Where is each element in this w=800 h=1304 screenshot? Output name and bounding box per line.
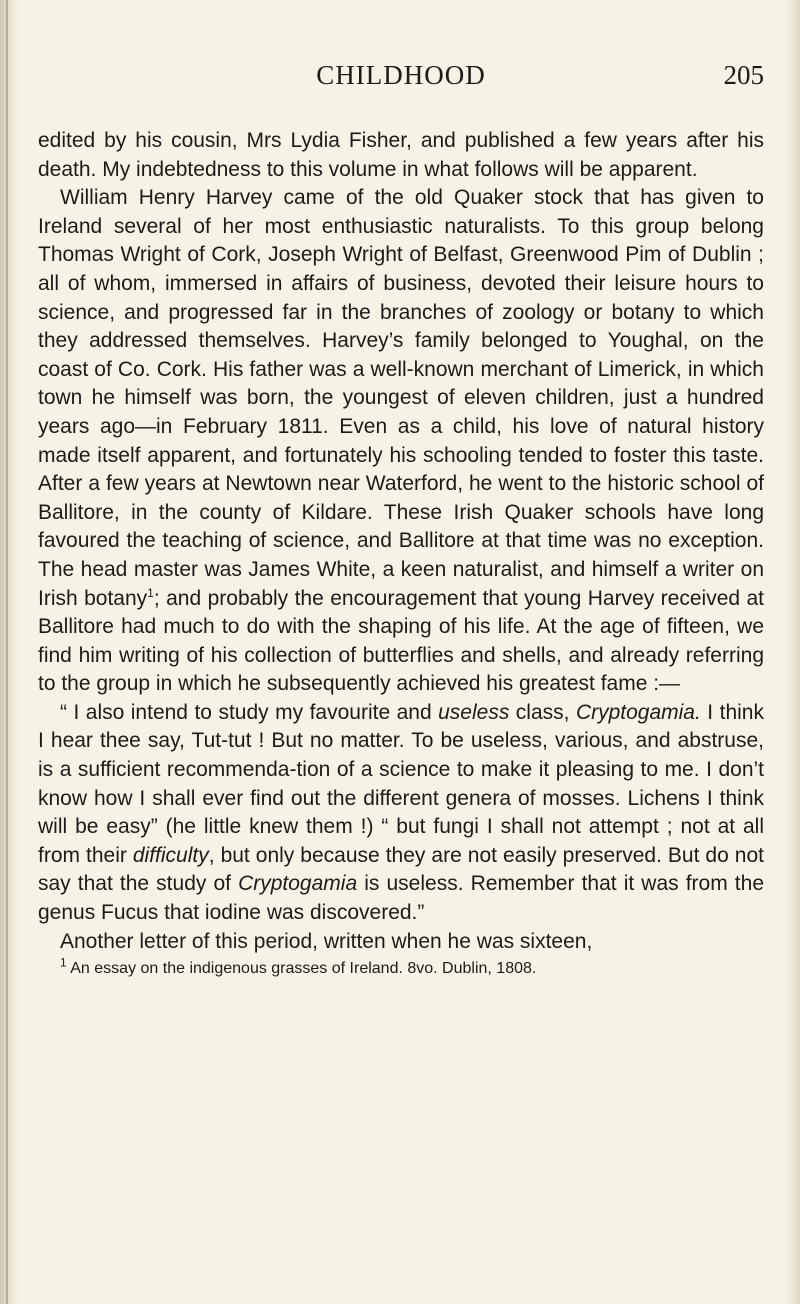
italic-cryptogamia: Cryptogamia xyxy=(238,872,358,896)
page-edge xyxy=(786,0,800,1304)
quote-text: class, xyxy=(509,700,576,724)
paragraph-another-letter: Another letter of this period, written when he was sixteen, xyxy=(60,929,593,953)
paragraph-quotation xyxy=(38,699,764,928)
quote-text: “ I also intend to study my favourite and xyxy=(60,700,439,724)
page-number: 205 xyxy=(723,60,764,90)
italic-cryptogamia: Cryptogamia. xyxy=(575,700,701,724)
running-head: CHILDHOOD xyxy=(316,60,486,90)
italic-useless: useless xyxy=(438,700,510,724)
footnote-reference: 1 xyxy=(147,585,154,600)
italic-difficulty: difficulty xyxy=(132,843,209,867)
footnote-text: An essay on the indigenous grasses of Ireland. 8vo. Dublin, 1808. xyxy=(66,960,537,978)
book-page xyxy=(38,60,764,980)
quote-text: I think I hear thee say, Tut-tut ! But no matter. To be useless, various, and abstruse, is a sufficient recommenda-tion of a science to make it pleasing to me. I don’t know how I shall ever find out the different genera of mosses. Lichens I think will be easy” (he little knew them !) “ but fungi I shall not attempt ; not at all from their xyxy=(38,700,764,867)
page-gutter-shadow xyxy=(0,0,22,1304)
quote-text: , but only because they are not easily preserved. But do not say that the study of xyxy=(38,843,764,896)
quote-text: is useless. Remember that it was from the genus Fucus that iodine was discovered.” xyxy=(38,872,765,925)
footnote-marker: 1 xyxy=(60,955,67,970)
paragraph-harvey-origins xyxy=(38,184,764,699)
paragraph-text: ; and probably the encouragement that young Harvey received at Ballitore had much to do with the shaping of his life. At the age of fifteen, we find him writing of his collection of butterflies and shells, and already referring to the group in which he subsequently achieved his greatest fame :— xyxy=(38,586,765,696)
paragraph-text: William Henry Harvey came of the old Quaker stock that has given to Ireland several of her most enthusiastic naturalists. To this group belong Thomas Wright of Cork, Joseph Wright of Belfast, Greenwood Pim of Dublin ; all of whom, immersed in affairs of business, devoted their leisure hours to science, and progressed far in the branches of zoology or botany to which they addressed themselves. Harvey’s family belonged to Youghal, on the coast of Co. Cork. His father was a well-known merchant of Limerick, in which town he himself was born, the youngest of eleven children, just a hundred years ago—in February 1811. Even as a child, his love of natural history made itself apparent, and fortunately his schooling tended to foster this taste. After a few years at Newtown near Waterford, he went to the historic school of Ballitore, in the county of Kildare. These Irish Quaker schools have long favoured the teaching of science, and Ballitore at that time was no exception. The head master was James White, a keen naturalist, and himself a writer on Irish botany xyxy=(38,186,764,610)
paragraph-continuation: edited by his cousin, Mrs Lydia Fisher, and published a few years after his death. My indebtedness to this volume in what follows will be apparent. xyxy=(38,129,764,181)
body-text xyxy=(38,127,764,956)
page-header xyxy=(38,60,764,100)
footnote xyxy=(38,955,764,980)
